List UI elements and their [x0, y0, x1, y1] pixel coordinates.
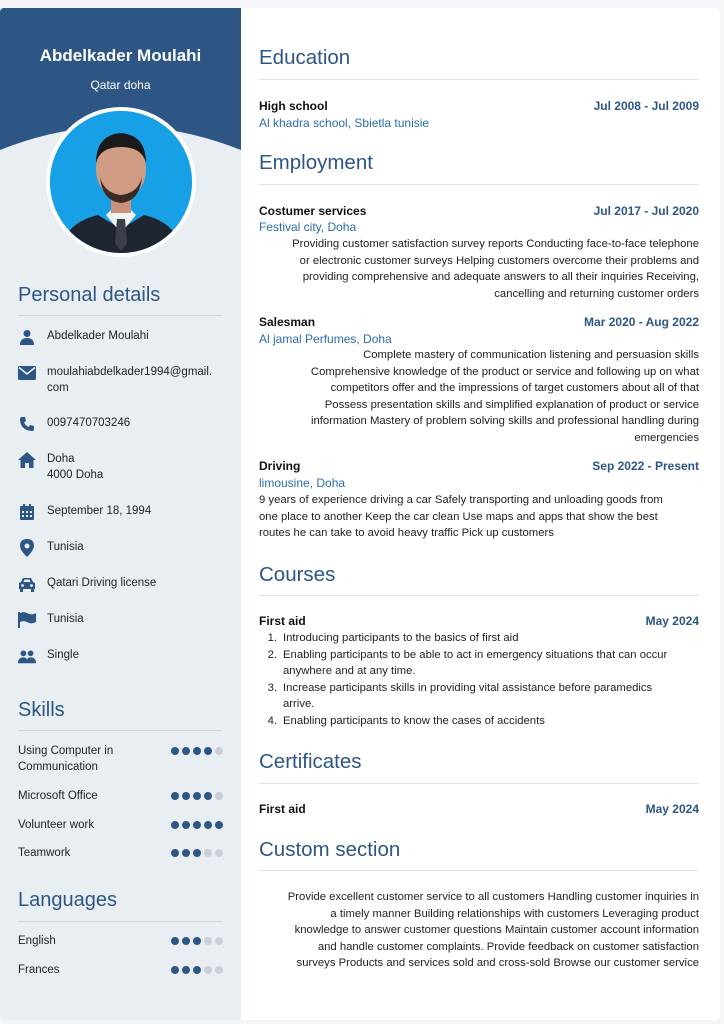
personal-birthplace-text: Tunisia	[47, 541, 84, 553]
education-entry-place: Al khadra school, Sbietla tunisie	[259, 116, 430, 130]
language-level	[171, 966, 223, 974]
personal-birthdate-item	[18, 503, 228, 521]
rating-dot-filled	[204, 747, 212, 755]
skill-name: Volunteer work	[18, 819, 95, 831]
employment-title: Employment	[259, 151, 373, 174]
language-row	[18, 933, 223, 949]
employment-entry-title: Costumer services	[259, 204, 367, 218]
skill-name: Microsoft Office	[18, 790, 98, 802]
employment-entry-date: Sep 2022 - Present	[592, 459, 699, 473]
rating-dot-filled	[182, 937, 190, 945]
skill-row	[18, 817, 223, 833]
personal-phone-text[interactable]: 0097470703246	[47, 417, 131, 429]
education-title: Education	[259, 46, 351, 69]
education-entry-title: High school	[259, 99, 328, 113]
courses-divider	[259, 595, 699, 596]
language-name: Frances	[18, 964, 60, 976]
rating-dot-filled	[182, 849, 190, 857]
personal-status-text: Single	[47, 649, 79, 661]
rating-dot-filled	[204, 792, 212, 800]
skill-name: Teamwork	[18, 847, 71, 859]
rating-dot-filled	[193, 821, 201, 829]
employment-entry-title: Driving	[259, 459, 301, 473]
personal-details-title: Personal details	[18, 284, 161, 306]
skill-level	[171, 849, 223, 857]
map-pin-icon	[18, 539, 36, 557]
rating-dot-filled	[171, 849, 179, 857]
rating-dot-filled	[182, 747, 190, 755]
calendar-icon	[18, 503, 36, 521]
list-item: 3. Increase participants skills in providing vital assistance before paramedics arrive.	[267, 681, 653, 711]
personal-status-item	[18, 647, 228, 665]
skill-row	[18, 788, 223, 804]
rating-dot-empty	[215, 937, 223, 945]
personal-nationality-item	[18, 611, 228, 629]
resume-page	[0, 8, 720, 1020]
employment-entry-title: Salesman	[259, 315, 316, 329]
phone-icon	[18, 415, 36, 433]
certificate-entry-title: First aid	[259, 802, 306, 816]
rating-dot-empty	[215, 747, 223, 755]
personal-license-item	[18, 575, 228, 593]
personal-name-item	[18, 328, 228, 346]
profile-photo	[46, 107, 196, 257]
personal-phone-item[interactable]	[18, 415, 228, 433]
rating-dot-empty	[204, 966, 212, 974]
certificates-title: Certificates	[259, 750, 362, 773]
profile-location: Qatar doha	[90, 78, 151, 92]
personal-email-item[interactable]	[18, 364, 228, 396]
custom-section-title: Custom section	[259, 838, 401, 861]
skill-level	[171, 747, 223, 755]
rating-dot-empty	[204, 937, 212, 945]
employment-entry-place: limousine, Doha	[259, 476, 346, 490]
personal-address-item	[18, 451, 228, 483]
email-line-1: moulahiabdelkader1994@gmail.	[47, 366, 213, 378]
skill-row	[18, 845, 223, 861]
envelope-icon	[18, 364, 36, 382]
car-icon	[18, 575, 36, 593]
employment-entry-description: Complete mastery of communication listening and persuasion skills Comprehensive knowledge of the product or service and following up on what competitors offer and the impressions of target customers about all of that Possess presentation skills and simplified explanation of product or service information Mastery of problem solving skills and professional handling during emergencies	[310, 349, 699, 444]
list-item: 1. Introducing participants to the basics of first aid	[267, 632, 519, 644]
email-line-2: com	[47, 382, 69, 394]
rating-dot-filled	[182, 792, 190, 800]
address-line-1: Doha	[47, 453, 75, 465]
skills-title: Skills	[18, 699, 65, 721]
custom-section-divider	[259, 870, 699, 871]
employment-entry-description: Providing customer satisfaction survey reports Conducting face-to-face telephone or electronic customer surveys Helping customers overcome their problems and providing comprehensive and adequate answers to all their inquiries Receiving, cancelling and returning customer orders	[292, 238, 699, 300]
rating-dot-filled	[193, 849, 201, 857]
personal-address-text	[47, 451, 103, 483]
skill-name: Using Computer in Communication	[18, 745, 114, 773]
employment-entry-date: Mar 2020 - Aug 2022	[584, 315, 699, 329]
courses-title: Courses	[259, 563, 336, 586]
employment-entry-place: Al jamal Perfumes, Doha	[259, 332, 392, 346]
sidebar	[0, 8, 241, 1020]
languages-title: Languages	[18, 889, 117, 911]
skill-level	[171, 821, 223, 829]
custom-section-description: Provide excellent customer service to all customers Handling customer inquiries in a timely manner Building relationships with customers Leveraging product knowledge to answer customer questions Maintain customer account information and handle customer complaints. Provide feedback on customer satisfaction surveys Products and services sold and cross-sold Browse our customer service	[287, 891, 699, 970]
personal-license-text: Qatari Driving license	[47, 577, 157, 589]
skill-level	[171, 792, 223, 800]
profile-name: Abdelkader Moulahi	[39, 46, 202, 65]
rating-dot-filled	[171, 792, 179, 800]
rating-dot-filled	[215, 821, 223, 829]
rating-dot-filled	[171, 821, 179, 829]
list-item: 4. Enabling participants to know the cases of accidents	[267, 714, 545, 727]
rating-dot-empty	[215, 792, 223, 800]
rating-dot-filled	[193, 747, 201, 755]
flag-icon	[18, 611, 36, 629]
rating-dot-filled	[171, 966, 179, 974]
people-icon	[18, 647, 36, 665]
skill-row	[18, 743, 223, 775]
personal-birthplace-item	[18, 539, 228, 557]
rating-dot-filled	[193, 792, 201, 800]
home-icon	[18, 451, 36, 469]
rating-dot-filled	[182, 821, 190, 829]
employment-entry-place: Festival city, Doha	[259, 220, 357, 234]
personal-birthdate-text: September 18, 1994	[47, 505, 152, 517]
rating-dot-filled	[182, 966, 190, 974]
employment-entry-date: Jul 2017 - Jul 2020	[593, 204, 699, 218]
rating-dot-filled	[171, 937, 179, 945]
languages-divider	[18, 921, 222, 922]
language-level	[171, 937, 223, 945]
course-entry-date: May 2024	[645, 614, 699, 628]
skills-divider	[18, 730, 222, 731]
certificates-divider	[259, 783, 699, 784]
employment-entry-description: 9 years of experience driving a car Safely transporting and unloading goods from one place to another Keep the car clean Use maps and apps that show the best routes he can take to avoid heavy traffic Pick up customers	[259, 494, 663, 540]
rating-dot-filled	[204, 821, 212, 829]
language-row	[18, 962, 223, 978]
rating-dot-filled	[193, 966, 201, 974]
rating-dot-empty	[215, 849, 223, 857]
person-icon	[18, 328, 36, 346]
personal-nationality-text: Tunisia	[47, 613, 84, 625]
list-item: 2. Enabling participants to be able to act in emergency situations that can occur anywhere and at any time.	[267, 648, 668, 678]
personal-email-text[interactable]	[47, 364, 212, 396]
rating-dot-empty	[215, 966, 223, 974]
address-line-2: 4000 Doha	[47, 469, 104, 481]
education-entry-date: Jul 2008 - Jul 2009	[593, 99, 699, 113]
personal-details-divider	[18, 315, 222, 316]
personal-name-text: Abdelkader Moulahi	[47, 330, 149, 342]
rating-dot-empty	[204, 849, 212, 857]
course-entry-title: First aid	[259, 614, 306, 628]
course-topics-list	[259, 630, 699, 730]
education-divider	[259, 79, 699, 80]
certificate-entry-date: May 2024	[645, 802, 699, 816]
rating-dot-filled	[193, 937, 201, 945]
language-name: English	[18, 935, 56, 947]
employment-divider	[259, 184, 699, 185]
rating-dot-filled	[171, 747, 179, 755]
